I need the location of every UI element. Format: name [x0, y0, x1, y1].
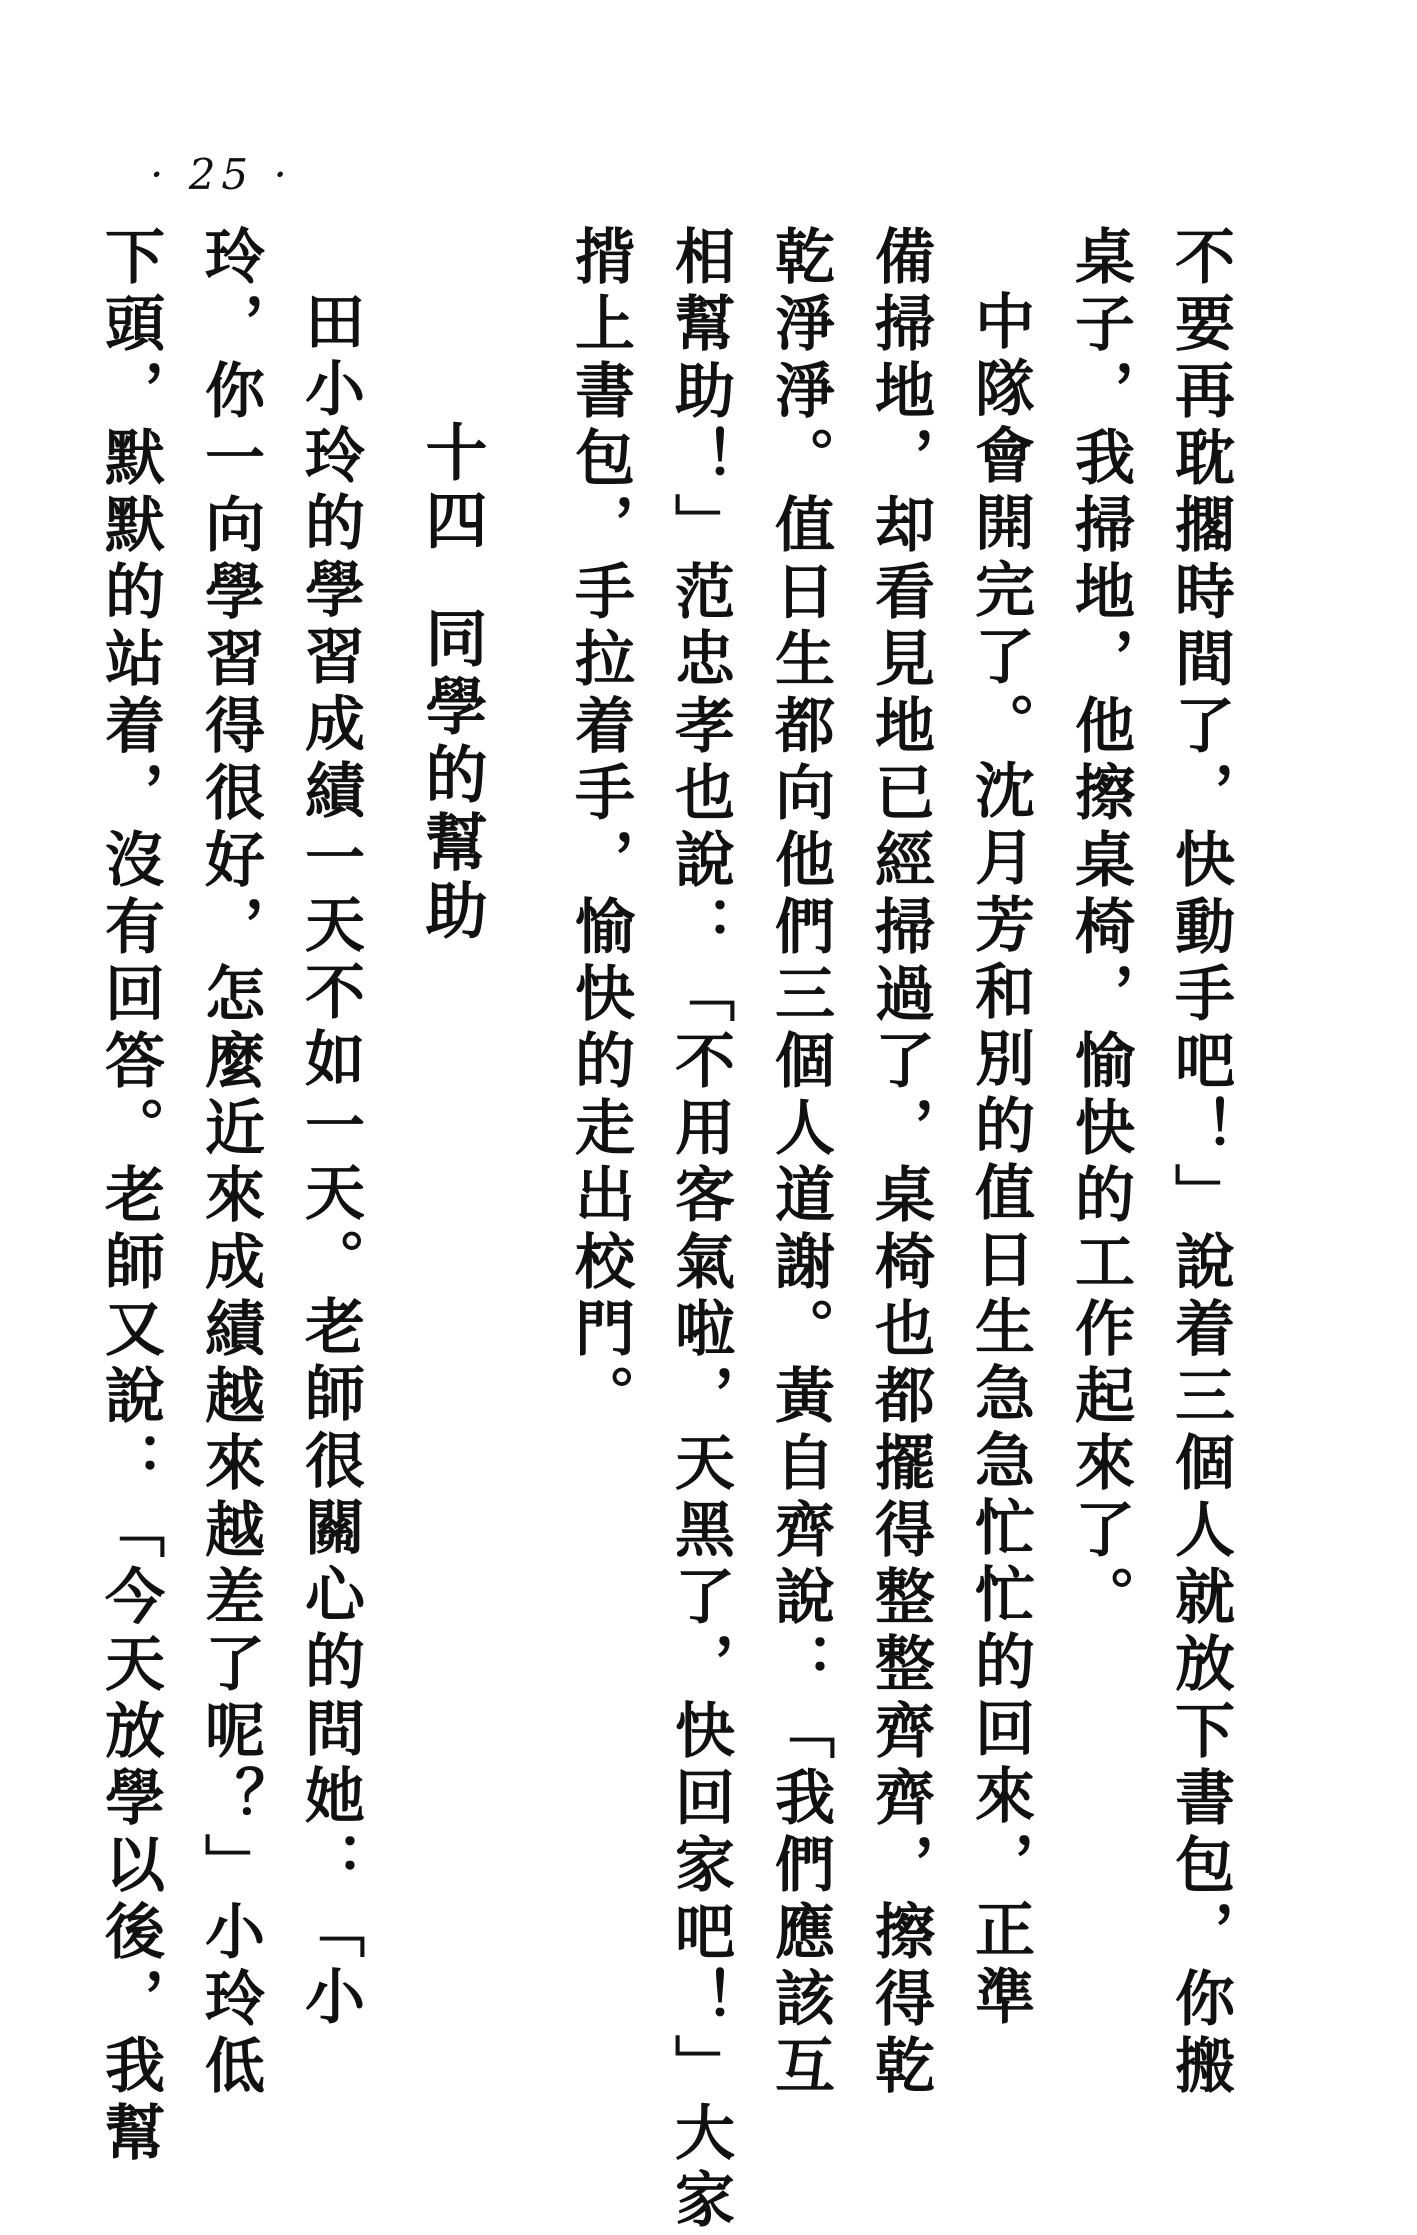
- text-column-8: 田小玲的學習成績一天不如一天。老師很關心的問她：「小: [295, 290, 365, 2032]
- text-column-6: 相幫助！」范忠孝也說：「不用客氣啦，天黑了，快回家吧！」大家: [665, 225, 735, 2235]
- text-column-10: 下頭，默默的站着，沒有回答。老師又說：「今天放學以後，我幫: [95, 225, 165, 2168]
- text-column-2: 桌子，我掃地，他擦桌椅，愉快的工作起來了。: [1065, 225, 1135, 1632]
- text-column-3: 中隊會開完了。沈月芳和別的值日生急急忙忙的回來，正準: [965, 290, 1035, 2032]
- text-column-7: 揹上書包，手拉着手，愉快的走出校門。: [565, 225, 635, 1431]
- page-number: · 25 ·: [150, 150, 293, 199]
- chapter-number: 十四: [415, 420, 488, 556]
- text-column-9: 玲，你一向學習得很好，怎麼近來成績越來越差了呢？」小玲低: [195, 225, 265, 2101]
- text-column-1: 不要再耽擱時間了，快動手吧！」說着三個人就放下書包，你搬: [1165, 225, 1235, 2101]
- text-column-4: 備掃地，却看見地已經掃過了，桌椅也都擺得整整齊齊，擦得乾: [865, 225, 935, 2101]
- text-column-5: 乾淨淨。值日生都向他們三個人道謝。黃自齊說：「我們應該互: [765, 225, 835, 2101]
- chapter-heading: [415, 420, 488, 946]
- chapter-title: 同學的幫助: [415, 606, 488, 946]
